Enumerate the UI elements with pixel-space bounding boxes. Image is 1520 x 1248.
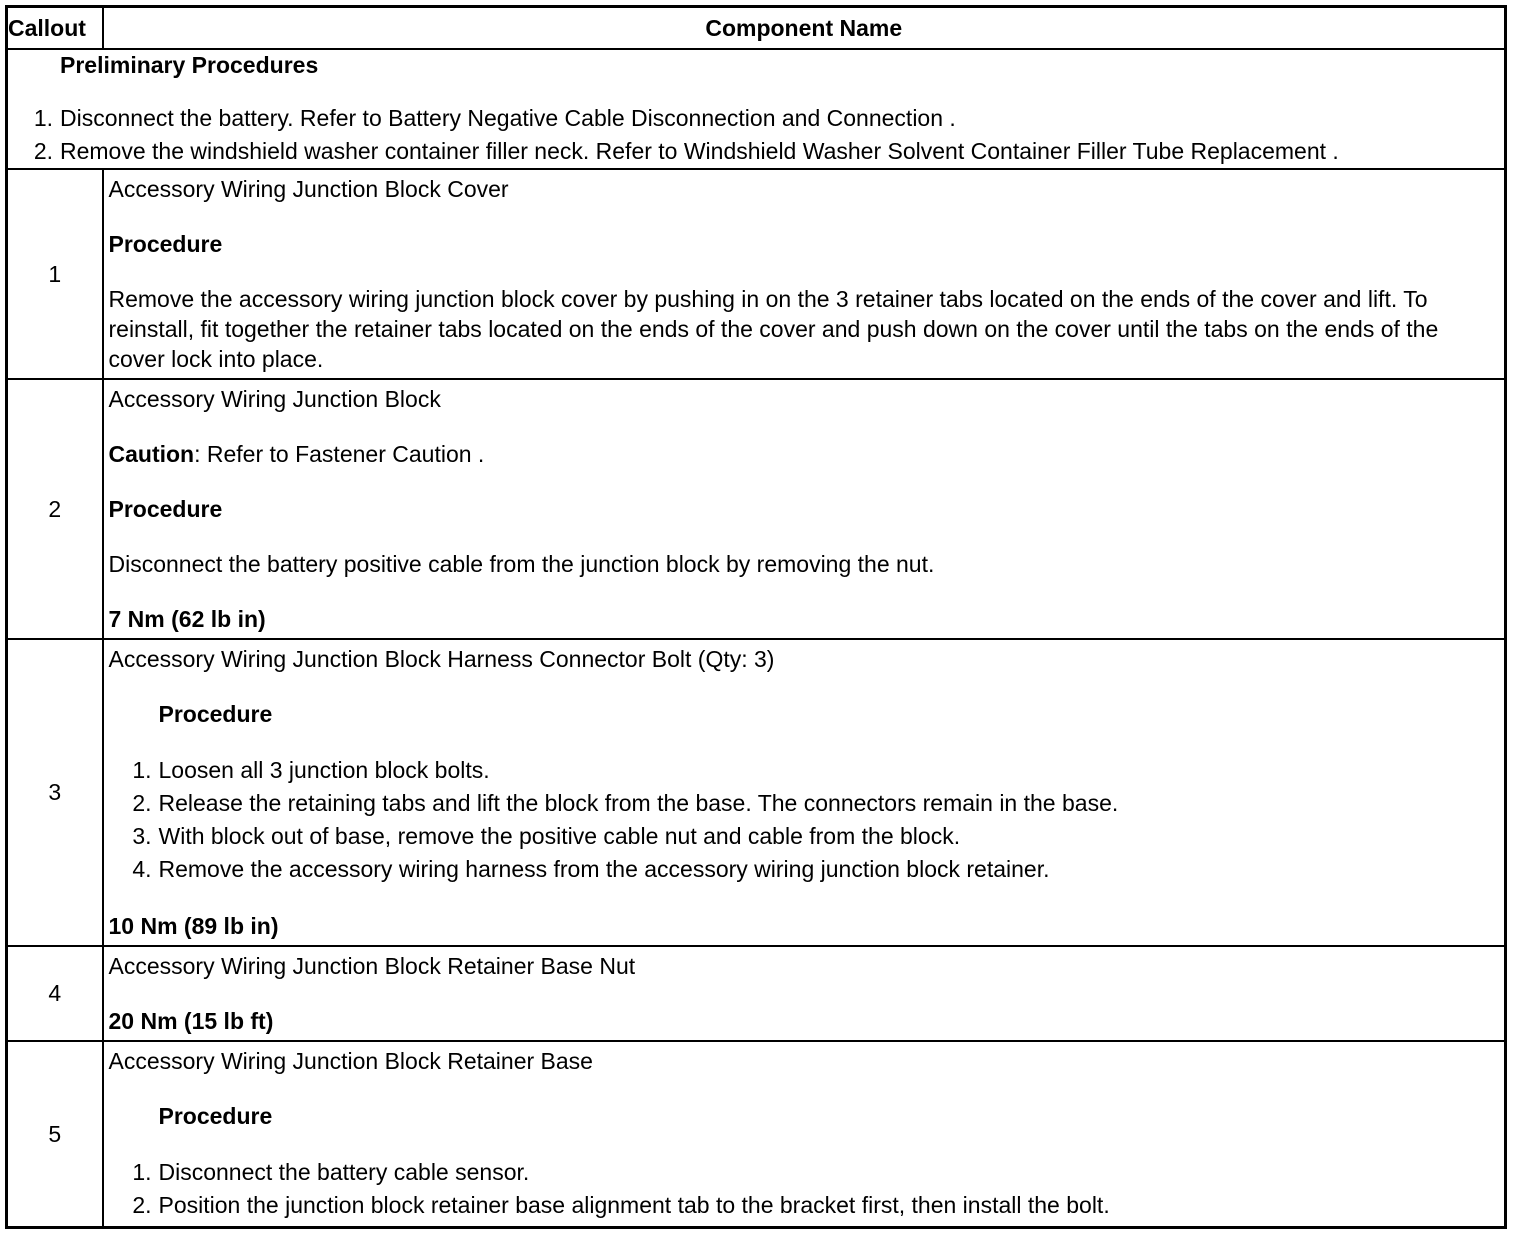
procedure-text: Remove the accessory wiring junction block cover by pushing in on the 3 retainer tabs located on the ends of the cover and lift. To reinstall, fit together the retainer tabs located on the ends of the cover and push down on the cover until the tabs on the ends of the cover lock into place.	[108, 286, 1439, 372]
table-row	[7, 379, 1506, 639]
caution-line	[109, 439, 1499, 469]
list-item: 1. Loosen all 3 junction block bolts.	[132, 757, 490, 783]
component-name: Accessory Wiring Junction Block Harness Connector Bolt (Qty: 3)	[108, 646, 775, 672]
list-item: 3. With block out of base, remove the positive cable nut and cable from the block.	[132, 823, 961, 849]
procedure-steps	[109, 1156, 1499, 1222]
component-name: Accessory Wiring Junction Block	[108, 386, 441, 412]
component-cell	[103, 379, 1506, 639]
list-item: 4. Remove the accessory wiring harness from the accessory wiring junction block retainer.	[132, 856, 1050, 882]
procedure-steps	[109, 754, 1499, 886]
table-header-row	[7, 7, 1506, 50]
component-name: Accessory Wiring Junction Block Cover	[108, 176, 509, 202]
callout-number: 1	[7, 169, 103, 379]
header-component-name: Component Name	[103, 7, 1506, 50]
torque-spec: 7 Nm (62 lb in)	[108, 606, 266, 632]
component-cell	[103, 1041, 1506, 1228]
callout-number: 3	[7, 639, 103, 946]
table-row	[7, 946, 1506, 1041]
header-callout: Callout	[7, 7, 103, 50]
table-row	[7, 1041, 1506, 1228]
list-item: 1. Disconnect the battery. Refer to Battery Negative Cable Disconnection and Connection .	[33, 105, 956, 131]
procedure-label: Procedure	[108, 496, 223, 522]
procedure-text: Disconnect the battery positive cable from the junction block by removing the nut.	[108, 551, 935, 577]
torque-spec: 10 Nm (89 lb in)	[108, 913, 279, 939]
table-row	[7, 639, 1506, 946]
table-row	[7, 169, 1506, 379]
list-item: 2. Position the junction block retainer base alignment tab to the bracket first, then install the bolt.	[132, 1192, 1110, 1218]
component-cell	[103, 946, 1506, 1041]
preliminary-row	[7, 49, 1506, 169]
list-item: 1. Disconnect the battery cable sensor.	[132, 1159, 530, 1185]
component-name: Accessory Wiring Junction Block Retainer Base Nut	[108, 953, 636, 979]
procedure-label: Procedure	[158, 701, 273, 727]
callout-number: 4	[7, 946, 103, 1041]
component-cell	[103, 169, 1506, 379]
preliminary-steps	[8, 102, 1504, 168]
caution-label: Caution	[108, 441, 195, 467]
callout-number: 5	[7, 1041, 103, 1228]
callout-number: 2	[7, 379, 103, 639]
procedure-label: Procedure	[158, 1103, 273, 1129]
list-item: 2. Release the retaining tabs and lift the block from the base. The connectors remain in the base.	[132, 790, 1119, 816]
procedure-label: Procedure	[108, 231, 223, 257]
caution-text: : Refer to Fastener Caution .	[194, 441, 485, 467]
component-cell	[103, 639, 1506, 946]
preliminary-cell	[7, 49, 1506, 169]
torque-spec: 20 Nm (15 lb ft)	[108, 1008, 274, 1034]
component-table	[5, 5, 1507, 1229]
preliminary-heading: Preliminary Procedures	[60, 52, 319, 78]
list-item: 2. Remove the windshield washer container filler neck. Refer to Windshield Washer Solvent Container Filler Tube Replacement .	[33, 138, 1339, 164]
component-name: Accessory Wiring Junction Block Retainer Base	[108, 1048, 593, 1074]
